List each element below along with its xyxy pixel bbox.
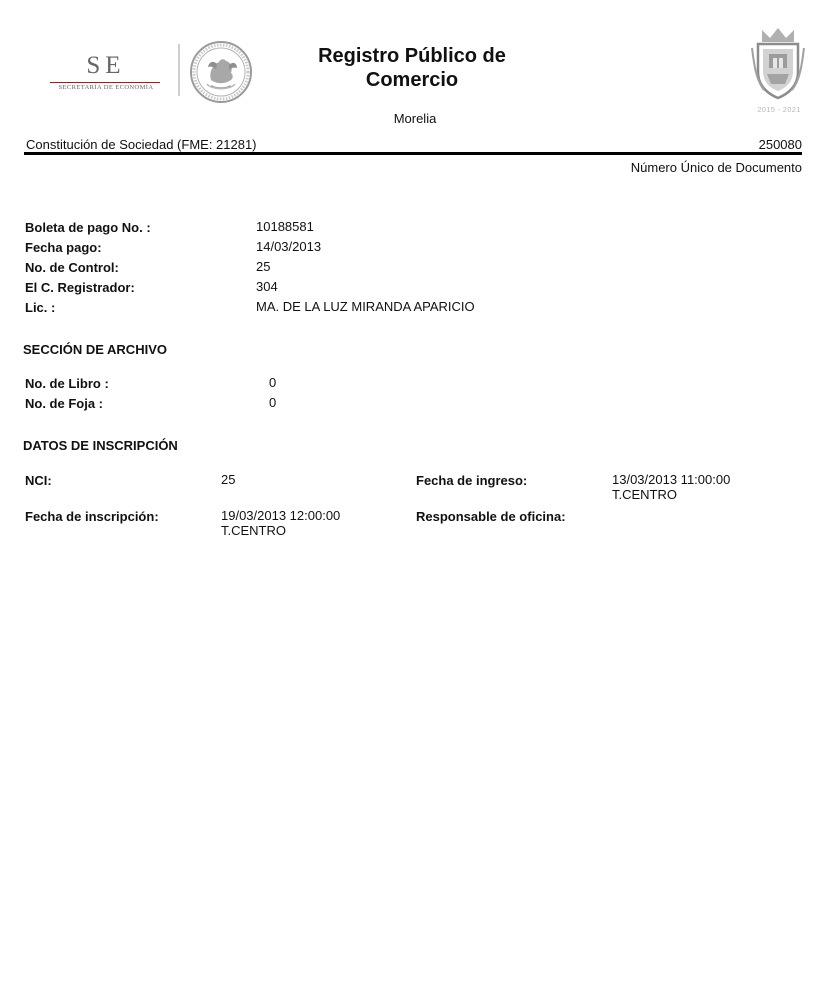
document-title-line2: Comercio — [365, 69, 459, 91]
fecha-inscripcion-label: Fecha de inscripción: — [25, 509, 159, 524]
national-seal-icon — [189, 40, 253, 104]
registrador-label: El C. Registrador: — [25, 280, 135, 295]
se-logo-rule — [50, 82, 160, 83]
fecha-ingreso-date: 13/03/2013 11:00:00 — [612, 472, 731, 487]
foja-value: 0 — [269, 395, 277, 410]
inscripcion-heading: DATOS DE INSCRIPCIÓN — [23, 438, 178, 453]
fecha-pago-label: Fecha pago: — [25, 240, 102, 255]
se-logo-subtitle: SECRETARÍA DE ECONOMÍA — [58, 84, 154, 91]
nci-value: 25 — [221, 472, 236, 487]
se-logo — [48, 44, 164, 104]
document-subtitle: Constitución de Sociedad (FME: 21281) — [26, 137, 257, 152]
fecha-ingreso-zone: T.CENTRO — [612, 487, 677, 502]
crest-years: 2015 - 2021 — [757, 105, 801, 114]
fecha-pago-value: 14/03/2013 — [256, 239, 322, 254]
state-crest-icon — [750, 24, 806, 100]
archivo-heading: SECCIÓN DE ARCHIVO — [23, 342, 167, 357]
fecha-ingreso-label: Fecha de ingreso: — [416, 473, 528, 488]
document-number: 250080 — [758, 137, 802, 152]
document-number-label: Número Único de Documento — [630, 160, 802, 175]
control-label: No. de Control: — [25, 260, 119, 275]
lic-label: Lic. : — [25, 300, 56, 315]
city-label: Morelia — [393, 111, 437, 126]
document-title — [290, 44, 534, 92]
document-title-line1: Registro Público de — [318, 45, 506, 67]
header-divider — [24, 152, 802, 155]
responsable-label: Responsable de oficina: — [416, 509, 566, 524]
se-logo-letters: SE — [86, 52, 126, 79]
foja-label: No. de Foja : — [25, 396, 103, 411]
registrador-value: 304 — [256, 279, 278, 294]
fecha-inscripcion-zone: T.CENTRO — [221, 523, 286, 538]
fecha-ingreso-value — [612, 472, 730, 502]
boleta-label: Boleta de pago No. : — [25, 220, 151, 235]
nci-label: NCI: — [25, 473, 52, 488]
libro-label: No. de Libro : — [25, 376, 109, 391]
libro-value: 0 — [269, 375, 277, 390]
logo-divider — [178, 44, 180, 96]
fecha-inscripcion-date: 19/03/2013 12:00:00 — [221, 508, 341, 523]
control-value: 25 — [256, 259, 271, 274]
lic-value: MA. DE LA LUZ MIRANDA APARICIO — [256, 299, 475, 314]
boleta-value: 10188581 — [256, 219, 314, 234]
fecha-inscripcion-value — [221, 508, 340, 538]
